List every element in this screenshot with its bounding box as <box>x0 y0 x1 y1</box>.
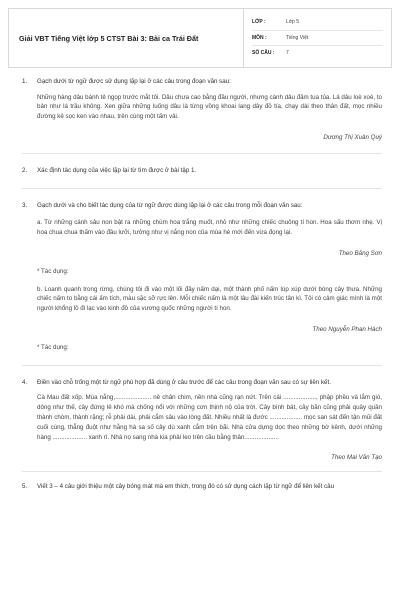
author: Dương Thị Xuân Quý <box>323 133 382 141</box>
meta-row-subject <box>252 31 383 47</box>
question-list <box>22 77 382 492</box>
author: Theo Băng Sơn <box>338 249 382 257</box>
question-text: Điền vào chỗ trống một từ ngữ phù hợp đã dùng ở câu trước để các câu trong đoạn văn sau có sự liên kết. <box>37 378 331 386</box>
question-number: 2. <box>22 166 28 174</box>
effect-label: * Tác dụng: <box>37 343 69 351</box>
author: Theo Nguyễn Phan Hách <box>312 325 382 333</box>
meta-row-count <box>252 46 383 61</box>
passage-a: a. Từ những cánh sâu non bật ra những chùm hoa trắng muốt, nhỏ như những chiếc chuông tí hon. Hoa sấu thơm nhẹ. Vị hoa chua chua thấm vào đầu lưỡi, tưởng như vị nắng non của mùa hè mới đến vừa đọng lại. <box>37 219 382 236</box>
meta-key: MÔN : <box>252 34 267 41</box>
question-text: Gạch dưới từ ngữ được sử dụng lặp lại ở các câu trong đoạn văn sau: <box>37 78 231 85</box>
passage-b: b. Loanh quanh trong rừng, chúng tôi đi vào một lối đầy nấm dại, một thành phố nấm lúp xúp dưới bóng cây thưa. Những chiếc nấm to bằng cái ấm tích, màu sặc sỡ rực lên. Mỗi chiếc nấm là một lâu đài kiến trúc tân kì. Tôi có cảm giác mình là một người khổng lồ đi lạc vào kinh đô của vương quốc những người tí hon. <box>37 285 382 313</box>
passage: Những hàng dâu bánh tẻ ngọp trước mắt tôi. Dâu chưa cao bằng đầu người, nhưng cành dâu đâm tua tủa. Lá dâu loè xoè, to bản như lá trầu không. Xen giữa những luống dâu là từng vồng khoai lang dây đỏ tía, chạy dài theo thân đất, mọc nhiều đường kẻ sọc ken vào nhau, trên cùng một tấm vải. <box>37 93 382 121</box>
question-text: Xác định tác dụng của việc lặp lại từ tìm được ở bài tập 1. <box>37 166 197 174</box>
question-4 <box>22 378 382 388</box>
question-text: Viết 3 – 4 câu giới thiệu một cây bóng mát mà em thích, trong đó có sử dụng cách lặp từ ngữ để liên kết câu <box>37 483 335 491</box>
question-number: 4. <box>22 378 28 386</box>
meta-key: SỐ CÂU : <box>252 50 275 57</box>
meta-key: LỚP : <box>252 19 266 26</box>
passage: Cà Mau đất xốp. Mùa nắng,..................... nẻ chân chim, nền nhà cũng rạn nứt. Trên cái ..................., phập phều và lắm gió, dông như thế, cây đứng lẻ khó mà chống nổi với những cơn thịnh nộ của trời. Cây bình bát, cây bần cũng phải quây quần thành chòm, thành rặng; rễ phải dài, phải cắm sâu vào lòng đất. Nhiều nhất là đước ................... mọc san sát đến tận mũi đất cuối cùng, thẳng đuột như hằng hà sa số cây dù xanh cắm trên bãi. Nhà cửa dựng dọc theo những bờ kênh, dưới những hàng .................... xanh rì. Nhà nọ sang nhà kia phải leo trên cầu bằng thân.................... <box>37 394 382 441</box>
question-text: Gạch dưới và cho biết tác dụng của từ ngữ được dùng lặp lại ở các câu trong mỗi đoạn văn sau: <box>37 201 303 209</box>
question-1 <box>22 77 382 87</box>
divider <box>22 365 382 366</box>
question-number: 1. <box>22 78 28 85</box>
effect-label: * Tác dụng: <box>37 267 69 275</box>
question-5 <box>22 482 382 492</box>
document-header <box>8 8 392 68</box>
page-title: Giải VBT Tiếng Việt lớp 5 CTST Bài 3: Bài ca Trái Đất <box>19 33 199 43</box>
question-number: 5. <box>22 483 28 491</box>
author: Theo Mai Văn Tạo <box>331 454 382 462</box>
meta-table <box>243 9 391 67</box>
divider <box>22 188 382 189</box>
divider <box>22 153 382 154</box>
meta-value: 7 <box>286 50 289 57</box>
question-number: 3. <box>22 201 28 209</box>
meta-row-class <box>252 15 383 31</box>
meta-value: Lớp 5 <box>286 19 300 26</box>
question-2 <box>22 166 382 176</box>
meta-value: Tiếng Việt <box>286 34 309 41</box>
divider <box>22 471 382 472</box>
question-3 <box>22 201 382 211</box>
